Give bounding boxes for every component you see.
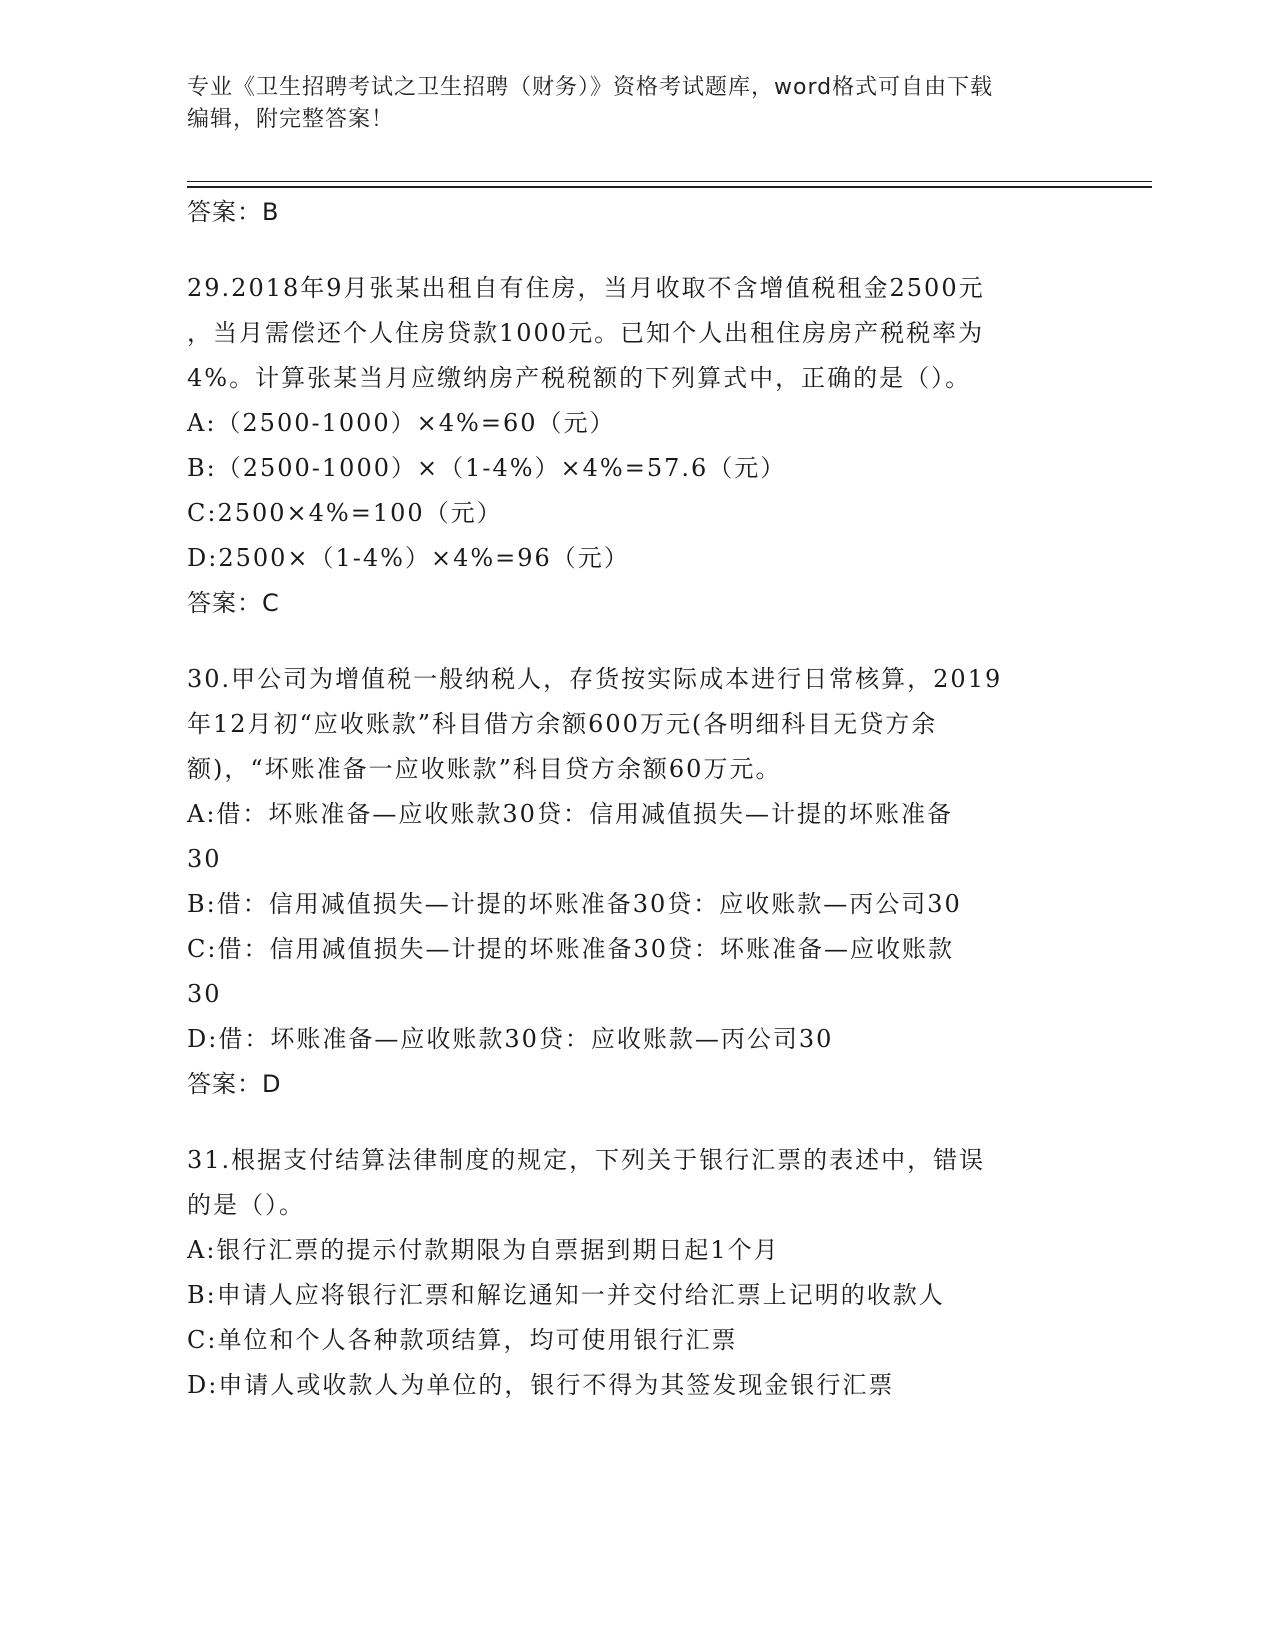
option-d: D:2500×（1-4%）×4%=96（元） xyxy=(187,544,630,572)
option-a-continued: 30 xyxy=(187,845,222,873)
question-stem-line: 年12月初“应收账款”科目借方余额600万元(各明细科目无贷方余 xyxy=(187,710,938,738)
header-rule-thin xyxy=(187,181,1152,182)
page-header xyxy=(187,72,1087,136)
question-body xyxy=(187,190,1087,1408)
option-a: A:借：坏账准备—应收账款30贷：信用减值损失—计提的坏账准备 xyxy=(187,800,953,828)
question-stem-line: 4%。计算张某当月应缴纳房产税税额的下列算式中，正确的是（）。 xyxy=(187,364,972,392)
option-c: C:2500×4%=100（元） xyxy=(187,499,503,527)
option-d: D:申请人或收款人为单位的，银行不得为其签发现金银行汇票 xyxy=(187,1371,895,1399)
answer-label: 答案：C xyxy=(187,589,280,617)
option-b: B:申请人应将银行汇票和解讫通知一并交付给汇票上记明的收款人 xyxy=(187,1281,945,1309)
question-30 xyxy=(187,657,1087,1106)
question-29 xyxy=(187,266,1087,625)
option-c: C:借：信用减值损失—计提的坏账准备30贷：坏账准备—应收账款 xyxy=(187,935,954,963)
question-stem-line: 的是（）。 xyxy=(187,1191,305,1219)
option-b: B:借：信用减值损失—计提的坏账准备30贷：应收账款—丙公司30 xyxy=(187,890,962,918)
question-stem-line: 30.甲公司为增值税一般纳税人，存货按实际成本进行日常核算，2019 xyxy=(187,665,1003,693)
question-stem-line: ，当月需偿还个人住房贷款1000元。已知个人出租住房房产税税率为 xyxy=(187,319,985,347)
header-rule-thick xyxy=(187,186,1152,188)
answer-label: 答案：B xyxy=(187,198,280,226)
option-d: D:借：坏账准备—应收账款30贷：应收账款—丙公司30 xyxy=(187,1025,834,1053)
option-a: A:银行汇票的提示付款期限为自票据到期日起1个月 xyxy=(187,1236,780,1264)
question-stem-line: 31.根据支付结算法律制度的规定，下列关于银行汇票的表述中，错误 xyxy=(187,1146,986,1174)
answer-label: 答案：D xyxy=(187,1070,282,1098)
header-line-2: 编辑，附完整答案！ xyxy=(187,107,395,132)
question-stem-line: 额)，“坏账准备一应收账款”科目贷方余额60万元。 xyxy=(187,755,782,783)
option-c: C:单位和个人各种款项结算，均可使用银行汇票 xyxy=(187,1326,738,1354)
question-stem-line: 29.2018年9月张某出租自有住房，当月收取不含增值税租金2500元 xyxy=(187,274,985,302)
option-c-continued: 30 xyxy=(187,980,222,1008)
question-31 xyxy=(187,1138,1087,1408)
option-a: A:（2500-1000）×4%=60（元） xyxy=(187,409,616,437)
option-b: B:（2500-1000）×（1-4%）×4%=57.6（元） xyxy=(187,454,787,482)
header-line-1: 专业《卫生招聘考试之卫生招聘（财务）》资格考试题库，word格式可自由下载 xyxy=(187,75,994,100)
